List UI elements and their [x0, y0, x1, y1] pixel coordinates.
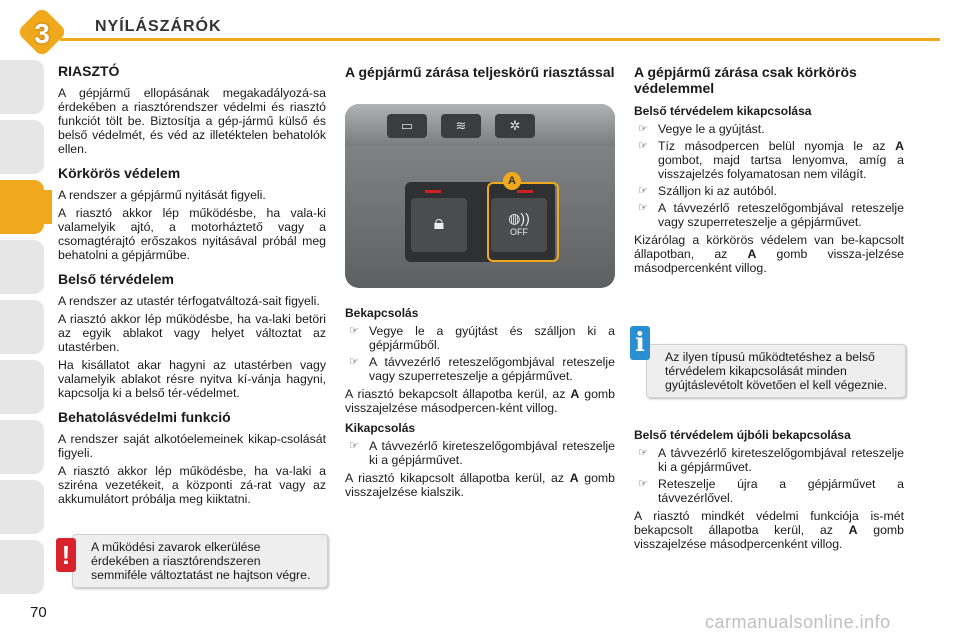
alarm-off-button: ◍)) OFF [491, 198, 547, 252]
page-number: 70 [30, 604, 47, 621]
chapter-tab-active[interactable] [0, 180, 44, 234]
column-2 [345, 64, 615, 88]
list-item: ☞ A távvezérlő kireteszelőgombjával reteszelje ki a gépjárművet. [345, 439, 615, 467]
subsection-title: Belső térvédelem újbóli bekapcsolása [634, 428, 851, 442]
button-ref: A [570, 387, 580, 401]
chapter-tab[interactable] [0, 120, 44, 174]
column-2-text [345, 300, 615, 503]
chapter-tab[interactable] [0, 240, 44, 294]
paragraph: A riasztó akkor lép működésbe, ha va-laki betöri az egyik ablakot vagy helyet változtat az utastérben. [58, 312, 326, 354]
subsection-title: Belső térvédelem kikapcsolása [634, 104, 812, 118]
text-run: A riasztó kikapcsolt állapotba kerül, az [345, 471, 570, 485]
button-a-badge: A [503, 172, 521, 190]
upper-panel [345, 104, 615, 146]
text-run: Kizárólag a körkörös védelem van be-kapcsolt állapotban, az [634, 233, 904, 261]
warning-note [72, 534, 328, 588]
subsection-title: Bekapcsolás [345, 306, 419, 320]
text-run: gomb visszajelzése másodpercenként villog. [634, 523, 904, 551]
text-run: gomb visszajelzése kialszik. [345, 471, 616, 499]
text-run: gombot, majd tartsa lenyomva, amíg a visszajelzés folyamatosan nem világít. [658, 153, 904, 181]
paragraph: A riasztó akkor lép működésbe, ha va-laki a sziréna vezetékeit, a központi zá-rat vagy az akkumulátort próbálja meg kiiktatni. [58, 464, 326, 506]
button-ref: A [848, 523, 858, 537]
paragraph: A gépjármű ellopásának megakadályozá-sa érdekében a riasztórendszer védelmi és riasztó funkciót tölt be. Biztosítja a gép-jármű külső és belső védelmét, és véd az illetéktelen behatolók ellen. [58, 86, 326, 156]
section-title: RIASZTÓ [58, 63, 120, 79]
section-title: Körkörös védelem [58, 165, 181, 181]
chapter-tabs [0, 0, 50, 640]
info-note [646, 344, 906, 398]
text-run: Tíz másodpercen belül nyomja le az [658, 139, 896, 153]
steps-list [345, 324, 615, 383]
list-item: ☞ Vegye le a gyújtást és szálljon ki a gépjárműből. [345, 324, 615, 352]
section-title: Belső térvédelem [58, 271, 174, 287]
paragraph [634, 509, 904, 551]
column-3 [634, 64, 904, 279]
subsection-title: Kikapcsolás [345, 421, 416, 435]
fan-icon: ✲ [495, 114, 535, 138]
chapter-number: 3 [34, 18, 50, 49]
list-item: ☞ A távvezérlő reteszelőgombjával reteszelje vagy szuperreteszelje a gépjárművet. [634, 201, 904, 229]
paragraph: A rendszer az utastér térfogatváltozá-sait figyeli. [58, 294, 320, 308]
warning-text: A működési zavarok elkerülése érdekében a riasztórendszeren semmiféle változtatást ne hajtson végre. [91, 540, 311, 582]
chapter-tab[interactable] [0, 540, 44, 594]
lock-icon: 🔒︎ [411, 198, 467, 252]
off-label: OFF [510, 227, 528, 237]
steps-list [634, 446, 904, 505]
chapter-tab[interactable] [0, 60, 44, 114]
text-run: A riasztó mindkét védelmi funkciója is-mét bekapcsolt állapotba kerül, az [634, 509, 904, 537]
info-text: Az ilyen típusú működtetéshez a belső térvédelem kikapcsolását minden gyújtáslevétolt követően el kell végeznie. [665, 350, 888, 392]
steps-list [345, 439, 615, 467]
list-item: ☞ Szálljon ki az autóból. [634, 184, 904, 198]
steps-list [634, 122, 904, 229]
text-run: gomb vissza-jelzése másodpercenként villog. [634, 247, 904, 275]
paragraph: A rendszer saját alkotóelemeinek kikap-csolását figyeli. [58, 432, 326, 460]
chapter-tab[interactable] [0, 300, 44, 354]
button-a-highlight [487, 182, 559, 262]
page-title: NYÍLÁSZÁRÓK [95, 18, 222, 35]
chapter-tab[interactable] [0, 360, 44, 414]
column-3-lower [634, 428, 904, 555]
warning-icon: ! [56, 538, 76, 572]
paragraph [345, 387, 615, 415]
watermark: carmanualsonline.info [705, 612, 891, 632]
paragraph [634, 233, 904, 275]
led-indicator [425, 190, 441, 193]
section-title: A gépjármű zárása csak körkörös védelemmel [634, 64, 857, 96]
text-run: A riasztó bekapcsolt állapotba kerül, az [345, 387, 571, 401]
info-icon: i [630, 326, 650, 360]
section-title: Behatolásvédelmi funkció [58, 409, 231, 425]
button-ref: A [895, 139, 904, 153]
paragraph: Ha kisállatot akar hagyni az utastérben vagy valamelyik ablakot résre nyitva kí-vánja hagyni, kapcsolja ki a belső tér-védelmet. [58, 358, 326, 400]
list-item: ☞ Vegye le a gyújtást. [634, 122, 904, 136]
column-1 [58, 64, 326, 510]
paragraph: A riasztó akkor lép működésbe, ha vala-ki valamelyik ajtó, a motorháztető vagy a csomagtérajtó erőszakos nyitásával próbál meg behatolni a gépjárműbe. [58, 206, 326, 262]
rear-defrost-icon: ▭ [387, 114, 427, 138]
text-run: gomb visszajelzése másodpercen-ként villog. [345, 387, 616, 415]
list-item: ☞ A távvezérlő kireteszelőgombjával reteszelje ki a gépjárművet. [634, 446, 904, 474]
section-title: A gépjármű zárása teljeskörű riasztással [345, 64, 615, 80]
front-defrost-icon: ≋ [441, 114, 481, 138]
button-ref: A [747, 247, 757, 261]
paragraph: A rendszer a gépjármű nyitását figyeli. [58, 188, 266, 202]
console-photo [345, 104, 615, 288]
list-item: ☞ A távvezérlő reteszelőgombjával reteszelje vagy szuperreteszelje a gépjárművet. [345, 355, 615, 383]
list-item: ☞ Reteszelje újra a gépjárművet a távvezérlővel. [634, 477, 904, 505]
button-ref: A [569, 471, 579, 485]
header-rule [60, 38, 940, 41]
list-item [634, 139, 904, 181]
chapter-tab[interactable] [0, 420, 44, 474]
paragraph [345, 471, 615, 499]
chapter-tab[interactable] [0, 480, 44, 534]
